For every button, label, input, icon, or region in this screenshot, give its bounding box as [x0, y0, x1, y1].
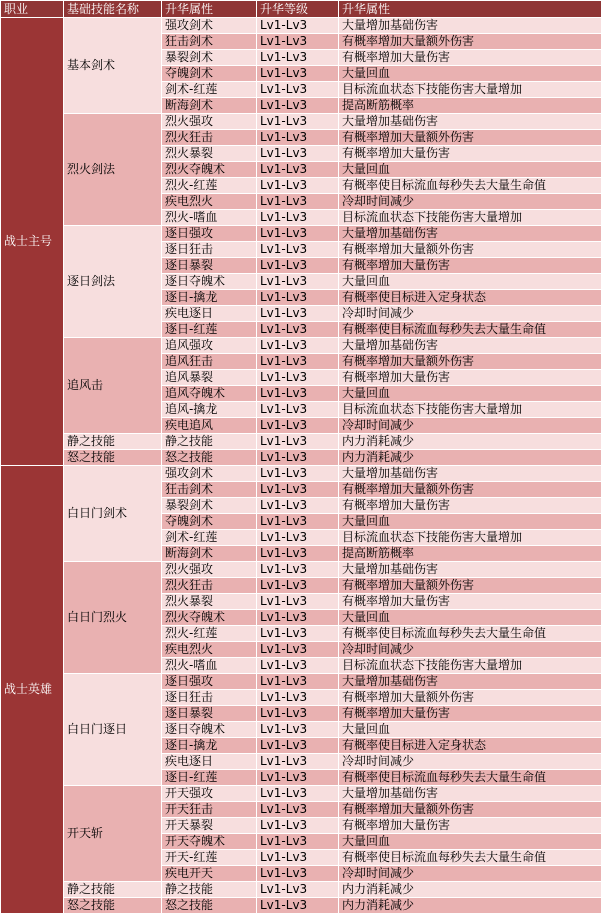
sublimation-level-cell: Lv1-Lv3 [257, 322, 339, 338]
sublimation-level-cell: Lv1-Lv3 [257, 354, 339, 370]
sublimation-level-cell: Lv1-Lv3 [257, 610, 339, 626]
sublimation-attribute-cell: 静之技能 [162, 434, 257, 450]
sublimation-level-cell: Lv1-Lv3 [257, 882, 339, 898]
sublimation-attribute-cell: 逐日-红莲 [162, 322, 257, 338]
sublimation-attribute-cell: 烈火夺魄术 [162, 610, 257, 626]
sublimation-attribute-cell: 烈火暴裂 [162, 146, 257, 162]
sublimation-effect-cell: 有概率使目标进入定身状态 [339, 290, 601, 306]
sublimation-attribute-cell: 怒之技能 [162, 450, 257, 466]
sublimation-effect-cell: 大量增加基础伤害 [339, 18, 601, 34]
sublimation-level-cell: Lv1-Lv3 [257, 770, 339, 786]
sublimation-level-cell: Lv1-Lv3 [257, 370, 339, 386]
table-row [1, 674, 601, 690]
sublimation-attribute-cell: 断海剑术 [162, 98, 257, 114]
sublimation-level-cell: Lv1-Lv3 [257, 450, 339, 466]
sublimation-level-cell: Lv1-Lv3 [257, 866, 339, 882]
sublimation-attribute-cell: 开天暴裂 [162, 818, 257, 834]
sublimation-effect-cell: 有概率增加大量伤害 [339, 498, 601, 514]
sublimation-attribute-cell: 开天-红莲 [162, 850, 257, 866]
sublimation-attribute-cell: 追风-擒龙 [162, 402, 257, 418]
sublimation-level-cell: Lv1-Lv3 [257, 226, 339, 242]
sublimation-level-cell: Lv1-Lv3 [257, 66, 339, 82]
sublimation-effect-cell: 有概率增加大量伤害 [339, 594, 601, 610]
table-row [1, 338, 601, 354]
sublimation-level-cell: Lv1-Lv3 [257, 258, 339, 274]
sublimation-level-cell: Lv1-Lv3 [257, 34, 339, 50]
sublimation-attribute-cell: 强攻剑术 [162, 18, 257, 34]
base-skill-cell: 烈火剑法 [64, 114, 162, 226]
job-cell: 战士英雄 [1, 466, 64, 914]
sublimation-effect-cell: 大量回血 [339, 386, 601, 402]
sublimation-level-cell: Lv1-Lv3 [257, 594, 339, 610]
sublimation-attribute-cell: 烈火-嗜血 [162, 658, 257, 674]
sublimation-attribute-cell: 烈火暴裂 [162, 594, 257, 610]
sublimation-effect-cell: 有概率增加大量额外伤害 [339, 242, 601, 258]
sublimation-effect-cell: 目标流血状态下技能伤害大量增加 [339, 658, 601, 674]
sublimation-effect-cell: 大量增加基础伤害 [339, 786, 601, 802]
sublimation-effect-cell: 大量增加基础伤害 [339, 466, 601, 482]
sublimation-effect-cell: 大量回血 [339, 834, 601, 850]
table-row [1, 226, 601, 242]
sublimation-level-cell: Lv1-Lv3 [257, 82, 339, 98]
sublimation-effect-cell: 有概率使目标进入定身状态 [339, 738, 601, 754]
sublimation-effect-cell: 冷却时间减少 [339, 418, 601, 434]
sublimation-attribute-cell: 开天强攻 [162, 786, 257, 802]
sublimation-effect-cell: 有概率增加大量伤害 [339, 258, 601, 274]
sublimation-level-cell: Lv1-Lv3 [257, 146, 339, 162]
sublimation-attribute-cell: 逐日-擒龙 [162, 738, 257, 754]
sublimation-effect-cell: 提高断筋概率 [339, 98, 601, 114]
sublimation-effect-cell: 大量回血 [339, 274, 601, 290]
sublimation-level-cell: Lv1-Lv3 [257, 674, 339, 690]
sublimation-level-cell: Lv1-Lv3 [257, 706, 339, 722]
sublimation-level-cell: Lv1-Lv3 [257, 418, 339, 434]
sublimation-level-cell: Lv1-Lv3 [257, 578, 339, 594]
sublimation-effect-cell: 大量回血 [339, 514, 601, 530]
sublimation-effect-cell: 目标流血状态下技能伤害大量增加 [339, 402, 601, 418]
base-skill-cell: 怒之技能 [64, 450, 162, 466]
sublimation-attribute-cell: 烈火-红莲 [162, 626, 257, 642]
sublimation-effect-cell: 内力消耗减少 [339, 898, 601, 914]
sublimation-level-cell: Lv1-Lv3 [257, 514, 339, 530]
sublimation-attribute-cell: 疾电烈火 [162, 642, 257, 658]
table-row [1, 562, 601, 578]
sublimation-attribute-cell: 开天狂击 [162, 802, 257, 818]
sublimation-attribute-cell: 烈火强攻 [162, 562, 257, 578]
table-row [1, 786, 601, 802]
sublimation-level-cell: Lv1-Lv3 [257, 114, 339, 130]
sublimation-attribute-cell: 暴裂剑术 [162, 50, 257, 66]
sublimation-effect-cell: 有概率增加大量伤害 [339, 370, 601, 386]
sublimation-effect-cell: 有概率增加大量额外伤害 [339, 690, 601, 706]
header-base-skill: 基础技能名称 [64, 1, 162, 18]
sublimation-level-cell: Lv1-Lv3 [257, 898, 339, 914]
sublimation-attribute-cell: 逐日强攻 [162, 674, 257, 690]
sublimation-effect-cell: 内力消耗减少 [339, 882, 601, 898]
sublimation-attribute-cell: 烈火夺魄术 [162, 162, 257, 178]
base-skill-cell: 白日门烈火 [64, 562, 162, 674]
sublimation-effect-cell: 大量回血 [339, 610, 601, 626]
sublimation-attribute-cell: 逐日暴裂 [162, 258, 257, 274]
sublimation-level-cell: Lv1-Lv3 [257, 530, 339, 546]
sublimation-level-cell: Lv1-Lv3 [257, 178, 339, 194]
sublimation-effect-cell: 冷却时间减少 [339, 754, 601, 770]
sublimation-level-cell: Lv1-Lv3 [257, 466, 339, 482]
sublimation-attribute-cell: 疾电追风 [162, 418, 257, 434]
sublimation-effect-cell: 大量回血 [339, 162, 601, 178]
header-row [1, 1, 601, 18]
sublimation-attribute-cell: 夺魄剑术 [162, 514, 257, 530]
sublimation-attribute-cell: 剑术-红莲 [162, 530, 257, 546]
sublimation-level-cell: Lv1-Lv3 [257, 402, 339, 418]
sublimation-attribute-cell: 疾电逐日 [162, 754, 257, 770]
sublimation-effect-cell: 有概率增加大量伤害 [339, 146, 601, 162]
sublimation-effect-cell: 大量增加基础伤害 [339, 226, 601, 242]
sublimation-effect-cell: 目标流血状态下技能伤害大量增加 [339, 82, 601, 98]
sublimation-effect-cell: 有概率使目标流血每秒失去大量生命值 [339, 626, 601, 642]
sublimation-effect-cell: 冷却时间减少 [339, 194, 601, 210]
sublimation-level-cell: Lv1-Lv3 [257, 642, 339, 658]
sublimation-effect-cell: 有概率增加大量额外伤害 [339, 354, 601, 370]
sublimation-attribute-cell: 逐日-红莲 [162, 770, 257, 786]
sublimation-effect-cell: 有概率增加大量伤害 [339, 818, 601, 834]
sublimation-effect-cell: 大量增加基础伤害 [339, 674, 601, 690]
sublimation-effect-cell: 大量回血 [339, 722, 601, 738]
sublimation-level-cell: Lv1-Lv3 [257, 434, 339, 450]
base-skill-cell: 追风击 [64, 338, 162, 434]
sublimation-attribute-cell: 追风狂击 [162, 354, 257, 370]
sublimation-effect-cell: 大量增加基础伤害 [339, 338, 601, 354]
sublimation-level-cell: Lv1-Lv3 [257, 834, 339, 850]
header-sublimation-attribute: 升华属性 [162, 1, 257, 18]
sublimation-attribute-cell: 烈火强攻 [162, 114, 257, 130]
sublimation-level-cell: Lv1-Lv3 [257, 658, 339, 674]
sublimation-attribute-cell: 逐日强攻 [162, 226, 257, 242]
sublimation-effect-cell: 冷却时间减少 [339, 866, 601, 882]
table-row [1, 882, 601, 898]
sublimation-attribute-cell: 逐日狂击 [162, 242, 257, 258]
sublimation-effect-cell: 内力消耗减少 [339, 434, 601, 450]
sublimation-level-cell: Lv1-Lv3 [257, 242, 339, 258]
sublimation-effect-cell: 有概率使目标流血每秒失去大量生命值 [339, 178, 601, 194]
table-row [1, 898, 601, 914]
base-skill-cell: 逐日剑法 [64, 226, 162, 338]
sublimation-effect-cell: 目标流血状态下技能伤害大量增加 [339, 530, 601, 546]
header-job: 职业 [1, 1, 64, 18]
sublimation-effect-cell: 有概率使目标流血每秒失去大量生命值 [339, 322, 601, 338]
base-skill-cell: 基本剑术 [64, 18, 162, 114]
sublimation-level-cell: Lv1-Lv3 [257, 482, 339, 498]
base-skill-cell: 静之技能 [64, 434, 162, 450]
sublimation-attribute-cell: 狂击剑术 [162, 482, 257, 498]
table-row [1, 18, 601, 34]
sublimation-level-cell: Lv1-Lv3 [257, 786, 339, 802]
sublimation-level-cell: Lv1-Lv3 [257, 50, 339, 66]
sublimation-attribute-cell: 疾电逐日 [162, 306, 257, 322]
sublimation-effect-cell: 提高断筋概率 [339, 546, 601, 562]
sublimation-level-cell: Lv1-Lv3 [257, 722, 339, 738]
sublimation-effect-cell: 冷却时间减少 [339, 642, 601, 658]
sublimation-level-cell: Lv1-Lv3 [257, 18, 339, 34]
sublimation-effect-cell: 有概率使目标流血每秒失去大量生命值 [339, 850, 601, 866]
sublimation-attribute-cell: 狂击剑术 [162, 34, 257, 50]
sublimation-attribute-cell: 逐日暴裂 [162, 706, 257, 722]
sublimation-effect-cell: 有概率增加大量额外伤害 [339, 578, 601, 594]
sublimation-attribute-cell: 烈火狂击 [162, 578, 257, 594]
sublimation-level-cell: Lv1-Lv3 [257, 498, 339, 514]
sublimation-attribute-cell: 夺魄剑术 [162, 66, 257, 82]
sublimation-attribute-cell: 静之技能 [162, 882, 257, 898]
sublimation-attribute-cell: 疾电开天 [162, 866, 257, 882]
sublimation-attribute-cell: 逐日夺魄术 [162, 722, 257, 738]
table-row [1, 114, 601, 130]
sublimation-level-cell: Lv1-Lv3 [257, 850, 339, 866]
sublimation-effect-cell: 冷却时间减少 [339, 306, 601, 322]
sublimation-attribute-cell: 逐日-擒龙 [162, 290, 257, 306]
sublimation-attribute-cell: 逐日狂击 [162, 690, 257, 706]
sublimation-level-cell: Lv1-Lv3 [257, 274, 339, 290]
table-row [1, 434, 601, 450]
sublimation-effect-cell: 目标流血状态下技能伤害大量增加 [339, 210, 601, 226]
sublimation-level-cell: Lv1-Lv3 [257, 386, 339, 402]
base-skill-cell: 白日门剑术 [64, 466, 162, 562]
sublimation-attribute-cell: 开天夺魄术 [162, 834, 257, 850]
sublimation-level-cell: Lv1-Lv3 [257, 690, 339, 706]
sublimation-effect-cell: 有概率增加大量额外伤害 [339, 482, 601, 498]
sublimation-effect-cell: 有概率增加大量额外伤害 [339, 802, 601, 818]
sublimation-effect-cell: 有概率增加大量额外伤害 [339, 34, 601, 50]
header-sublimation-effect: 升华属性 [339, 1, 601, 18]
sublimation-attribute-cell: 烈火-嗜血 [162, 210, 257, 226]
sublimation-effect-cell: 大量增加基础伤害 [339, 114, 601, 130]
sublimation-effect-cell: 内力消耗减少 [339, 450, 601, 466]
sublimation-effect-cell: 有概率增加大量额外伤害 [339, 130, 601, 146]
sublimation-level-cell: Lv1-Lv3 [257, 802, 339, 818]
sublimation-effect-cell: 有概率增加大量伤害 [339, 706, 601, 722]
sublimation-effect-cell: 有概率增加大量伤害 [339, 50, 601, 66]
sublimation-effect-cell: 大量增加基础伤害 [339, 562, 601, 578]
table-body [1, 18, 601, 914]
sublimation-attribute-cell: 断海剑术 [162, 546, 257, 562]
header-sublimation-level: 升华等级 [257, 1, 339, 18]
sublimation-effect-cell: 大量回血 [339, 66, 601, 82]
sublimation-attribute-cell: 追风暴裂 [162, 370, 257, 386]
sublimation-attribute-cell: 追风强攻 [162, 338, 257, 354]
job-cell: 战士主号 [1, 18, 64, 466]
sublimation-level-cell: Lv1-Lv3 [257, 290, 339, 306]
base-skill-cell: 静之技能 [64, 882, 162, 898]
sublimation-level-cell: Lv1-Lv3 [257, 818, 339, 834]
sublimation-attribute-cell: 逐日夺魄术 [162, 274, 257, 290]
sublimation-level-cell: Lv1-Lv3 [257, 754, 339, 770]
sublimation-level-cell: Lv1-Lv3 [257, 98, 339, 114]
sublimation-level-cell: Lv1-Lv3 [257, 546, 339, 562]
sublimation-level-cell: Lv1-Lv3 [257, 338, 339, 354]
sublimation-effect-cell: 有概率使目标流血每秒失去大量生命值 [339, 770, 601, 786]
sublimation-attribute-cell: 暴裂剑术 [162, 498, 257, 514]
base-skill-cell: 白日门逐日 [64, 674, 162, 786]
base-skill-cell: 开天斩 [64, 786, 162, 882]
sublimation-level-cell: Lv1-Lv3 [257, 162, 339, 178]
sublimation-level-cell: Lv1-Lv3 [257, 194, 339, 210]
base-skill-cell: 怒之技能 [64, 898, 162, 914]
sublimation-attribute-cell: 怒之技能 [162, 898, 257, 914]
table-row [1, 450, 601, 466]
sublimation-level-cell: Lv1-Lv3 [257, 306, 339, 322]
sublimation-level-cell: Lv1-Lv3 [257, 210, 339, 226]
sublimation-attribute-cell: 剑术-红莲 [162, 82, 257, 98]
table-row [1, 466, 601, 482]
sublimation-attribute-cell: 疾电烈火 [162, 194, 257, 210]
sublimation-level-cell: Lv1-Lv3 [257, 130, 339, 146]
sublimation-level-cell: Lv1-Lv3 [257, 562, 339, 578]
sublimation-attribute-cell: 烈火-红莲 [162, 178, 257, 194]
sublimation-attribute-cell: 烈火狂击 [162, 130, 257, 146]
sublimation-level-cell: Lv1-Lv3 [257, 626, 339, 642]
sublimation-attribute-cell: 强攻剑术 [162, 466, 257, 482]
sublimation-level-cell: Lv1-Lv3 [257, 738, 339, 754]
sublimation-attribute-cell: 追风夺魄术 [162, 386, 257, 402]
